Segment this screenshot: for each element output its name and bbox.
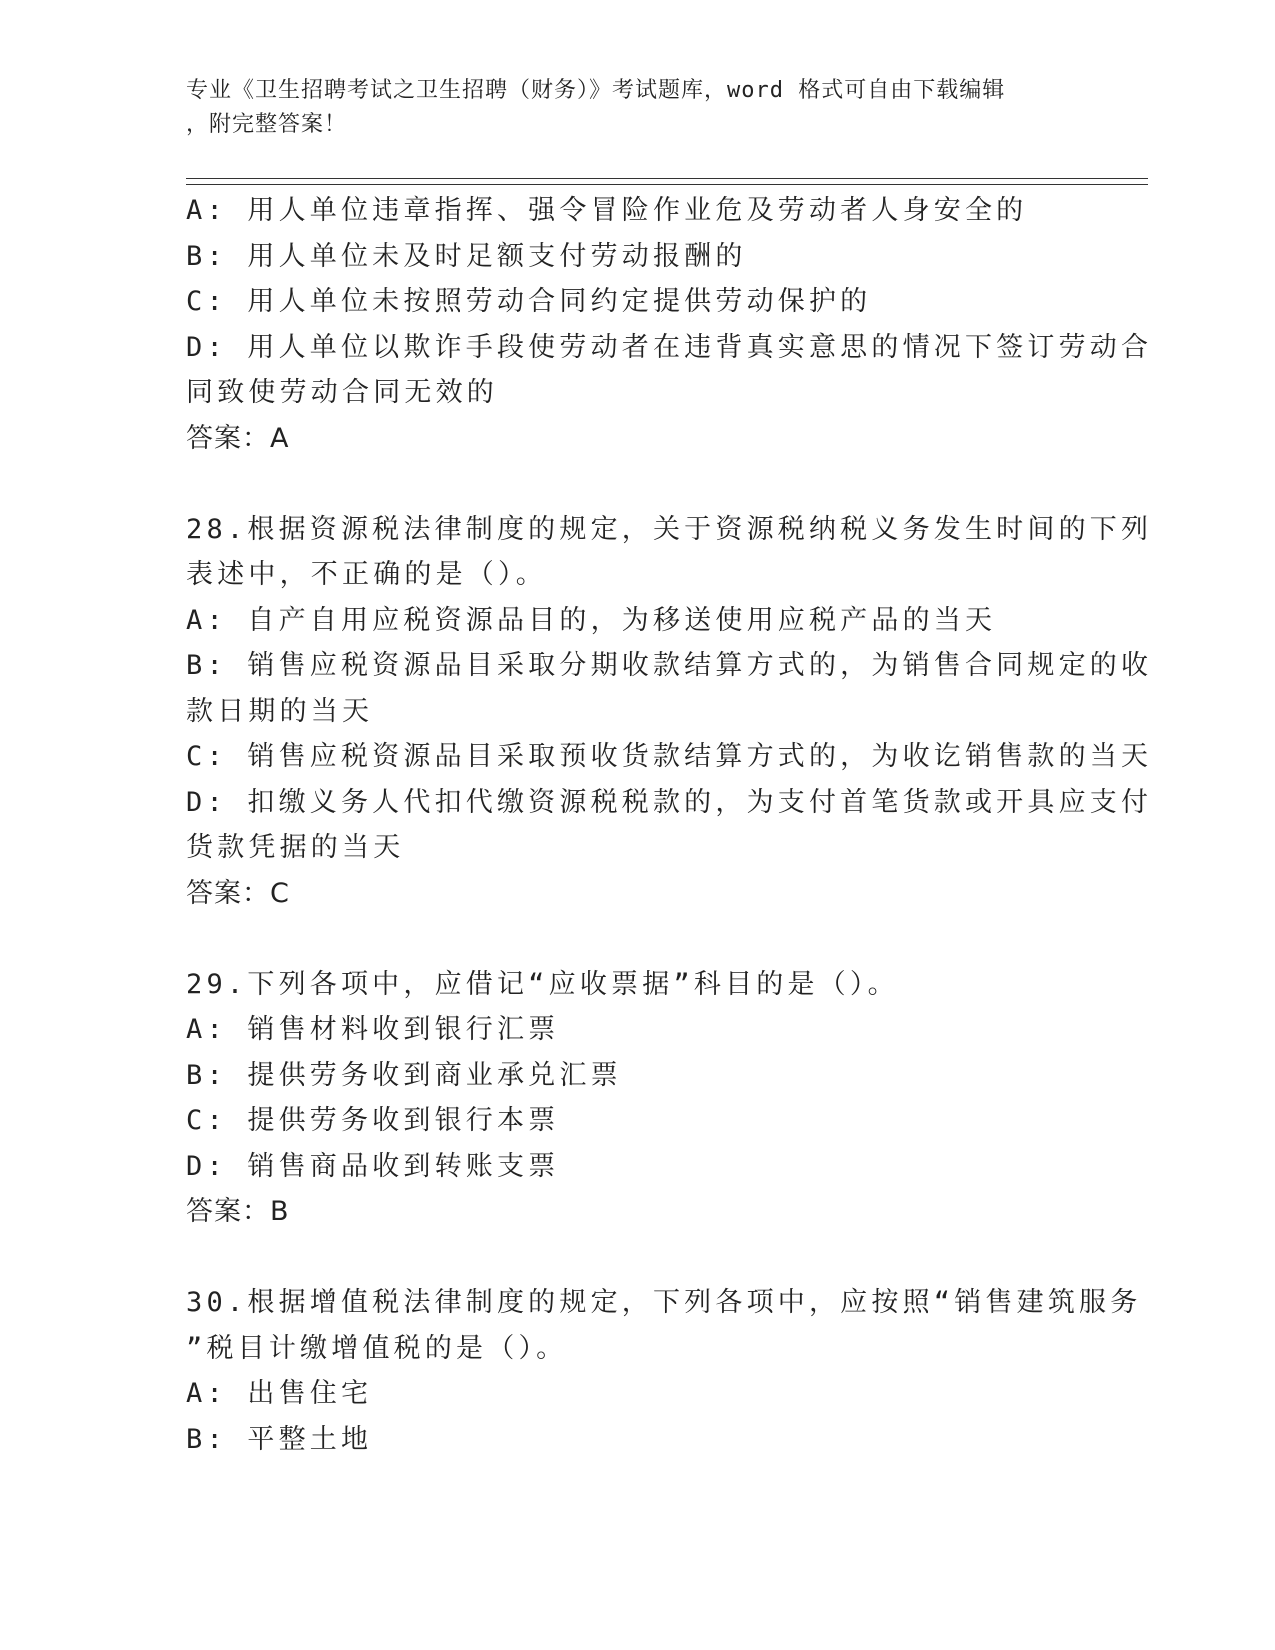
answer: 答案：B bbox=[186, 1196, 290, 1227]
spacer bbox=[186, 1235, 1066, 1281]
option-a: A: 用人单位违章指挥、强令冒险作业危及劳动者人身安全的 bbox=[186, 195, 1028, 226]
question-stem-continued: 表述中，不正确的是（）。 bbox=[186, 559, 547, 590]
option-b: B: 销售应税资源品目采取分期收款结算方式的，为销售合同规定的收 bbox=[186, 650, 1153, 681]
question-27 bbox=[186, 188, 1153, 461]
question-stem: 30.根据增值税法律制度的规定，下列各项中，应按照“销售建筑服务 bbox=[186, 1287, 1142, 1318]
option-d: D: 用人单位以欺诈手段使劳动者在违背真实意思的情况下签订劳动合 bbox=[186, 331, 1153, 363]
header-divider-top bbox=[186, 178, 1148, 179]
option-a: A: 销售材料收到银行汇票 bbox=[186, 1014, 560, 1045]
header-line-1: 专业《卫生招聘考试之卫生招聘（财务）》考试题库，word 格式可自由下载编辑 bbox=[186, 78, 1006, 103]
header-divider-bottom bbox=[186, 184, 1148, 185]
question-29 bbox=[186, 962, 1066, 1235]
question-stem: 29.下列各项中，应借记“应收票据”科目的是（）。 bbox=[186, 968, 899, 1000]
option-d: D: 销售商品收到转账支票 bbox=[186, 1150, 560, 1182]
spacer bbox=[186, 461, 1066, 507]
option-d-continued: 同致使劳动合同无效的 bbox=[186, 377, 498, 408]
header-line-2: ，附完整答案！ bbox=[186, 112, 348, 137]
question-28 bbox=[186, 507, 1153, 917]
question-stem: 28.根据资源税法律制度的规定，关于资源税纳税义务发生时间的下列 bbox=[186, 513, 1153, 545]
option-b-continued: 款日期的当天 bbox=[186, 695, 374, 727]
option-c: C: 用人单位未按照劳动合同约定提供劳动保护的 bbox=[186, 286, 872, 317]
option-d: D: 扣缴义务人代扣代缴资源税税款的，为支付首笔货款或开具应支付 bbox=[186, 786, 1153, 818]
question-30 bbox=[186, 1280, 1142, 1462]
option-b: B: 平整土地 bbox=[186, 1423, 373, 1455]
spacer bbox=[186, 916, 1066, 962]
option-a: A: 出售住宅 bbox=[186, 1378, 373, 1409]
document-header bbox=[186, 74, 1066, 142]
question-list bbox=[186, 188, 1153, 1462]
option-a: A: 自产自用应税资源品目的，为移送使用应税产品的当天 bbox=[186, 604, 997, 636]
answer: 答案：C bbox=[186, 877, 290, 909]
option-b: B: 用人单位未及时足额支付劳动报酬的 bbox=[186, 240, 747, 272]
option-b: B: 提供劳务收到商业承兑汇票 bbox=[186, 1059, 622, 1091]
option-c: C: 提供劳务收到银行本票 bbox=[186, 1105, 560, 1136]
option-c: C: 销售应税资源品目采取预收货款结算方式的，为收讫销售款的当天 bbox=[186, 741, 1153, 772]
answer: 答案：A bbox=[186, 422, 290, 454]
option-d-continued: 货款凭据的当天 bbox=[186, 832, 405, 863]
question-stem-continued: ”税目计缴增值税的是（）。 bbox=[186, 1332, 568, 1364]
